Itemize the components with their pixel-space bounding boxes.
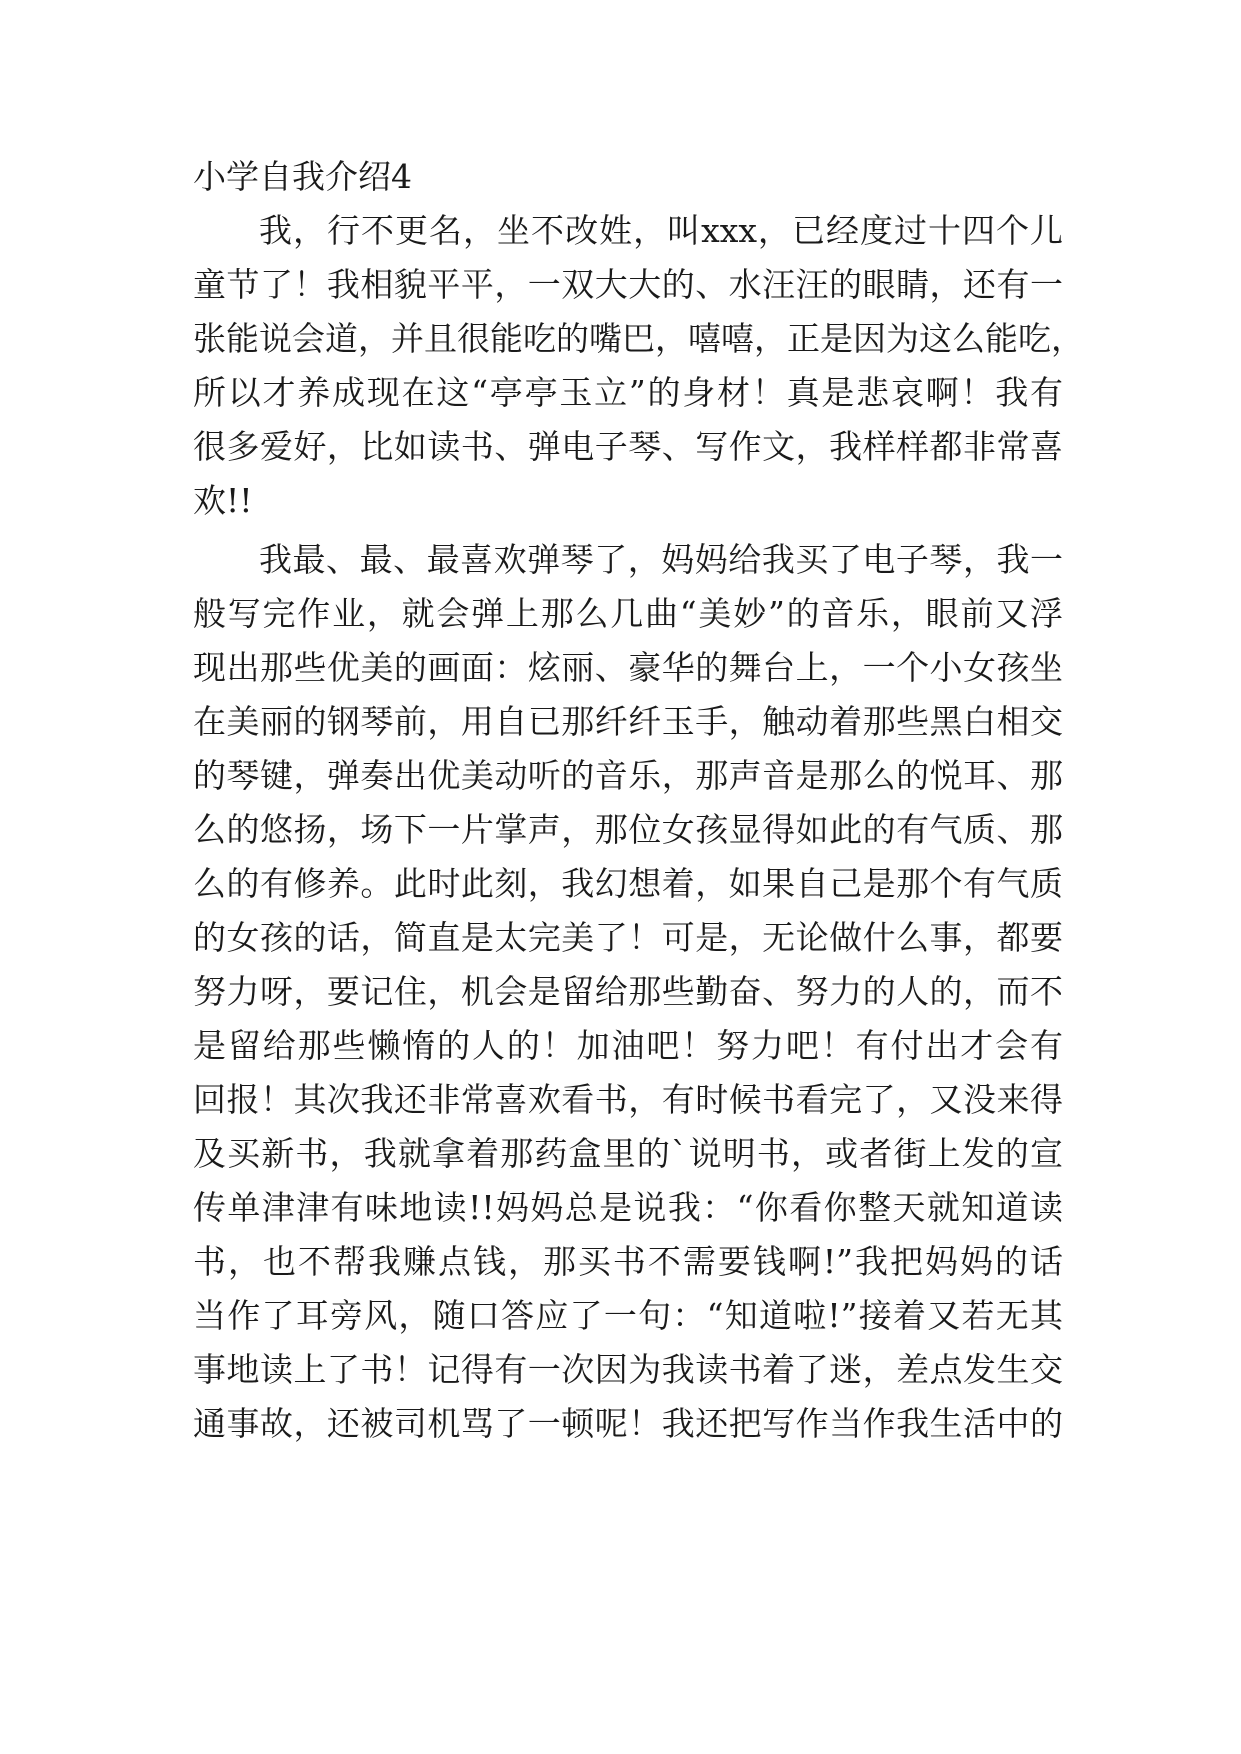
paragraph-line: 张能说会道，并且很能吃的嘴巴，嘻嘻，正是因为这么能吃， xyxy=(193,319,1084,358)
paragraph-line: 所以才养成现在这“亭亭玉立”的身材！真是悲哀啊！我有 xyxy=(193,373,1063,412)
paragraph-line: 当作了耳旁风，随口答应了一句：“知道啦!”接着又若无其 xyxy=(193,1296,1063,1335)
paragraph-line: 努力呀，要记住，机会是留给那些勤奋、努力的人的，而不 xyxy=(193,972,1063,1011)
paragraph-line: 般写完作业，就会弹上那么几曲“美妙”的音乐，眼前又浮 xyxy=(193,594,1063,633)
paragraph-line: 童节了！我相貌平平，一双大大的、水汪汪的眼睛，还有一 xyxy=(193,265,1063,304)
document-title: 小学自我介绍4 xyxy=(193,157,412,196)
paragraph-line: 的琴键，弹奏出优美动听的音乐，那声音是那么的悦耳、那 xyxy=(193,756,1063,795)
paragraph-line: 么的悠扬，场下一片掌声，那位女孩显得如此的有气质、那 xyxy=(193,810,1063,849)
paragraph-line: 书，也不帮我赚点钱，那买书不需要钱啊!”我把妈妈的话 xyxy=(193,1242,1063,1281)
paragraph-line: 我最、最、最喜欢弹琴了，妈妈给我买了电子琴，我一 xyxy=(259,540,1063,579)
paragraph-line: 在美丽的钢琴前，用自已那纤纤玉手，触动着那些黑白相交 xyxy=(193,702,1063,741)
paragraph-line: 欢!! xyxy=(193,481,253,520)
paragraph-line: 通事故，还被司机骂了一顿呢！我还把写作当作我生活中的 xyxy=(193,1404,1063,1443)
paragraph-line: 回报！其次我还非常喜欢看书，有时候书看完了，又没来得 xyxy=(193,1080,1063,1119)
paragraph-1 xyxy=(193,204,1084,528)
paragraph-2 xyxy=(193,533,1063,1451)
paragraph-line: 事地读上了书！记得有一次因为我读书着了迷，差点发生交 xyxy=(193,1350,1063,1389)
paragraph-line: 是留给那些懒惰的人的！加油吧！努力吧！有付出才会有 xyxy=(193,1026,1063,1065)
paragraph-line: 的女孩的话，简直是太完美了！可是，无论做什么事，都要 xyxy=(193,918,1063,957)
paragraph-line: 传单津津有味地读!!妈妈总是说我：“你看你整天就知道读 xyxy=(193,1188,1063,1227)
paragraph-line: 么的有修养。此时此刻，我幻想着，如果自己是那个有气质 xyxy=(193,864,1063,903)
paragraph-line: 我，行不更名，坐不改姓，叫xxx，已经度过十四个儿 xyxy=(259,211,1063,250)
paragraph-line: 现出那些优美的画面：炫丽、豪华的舞台上，一个小女孩坐 xyxy=(193,648,1063,687)
paragraph-line: 及买新书，我就拿着那药盒里的`说明书，或者街上发的宣 xyxy=(193,1134,1063,1173)
document-body xyxy=(193,150,1084,1451)
paragraph-line: 很多爱好，比如读书、弹电子琴、写作文，我样样都非常喜 xyxy=(193,427,1063,466)
